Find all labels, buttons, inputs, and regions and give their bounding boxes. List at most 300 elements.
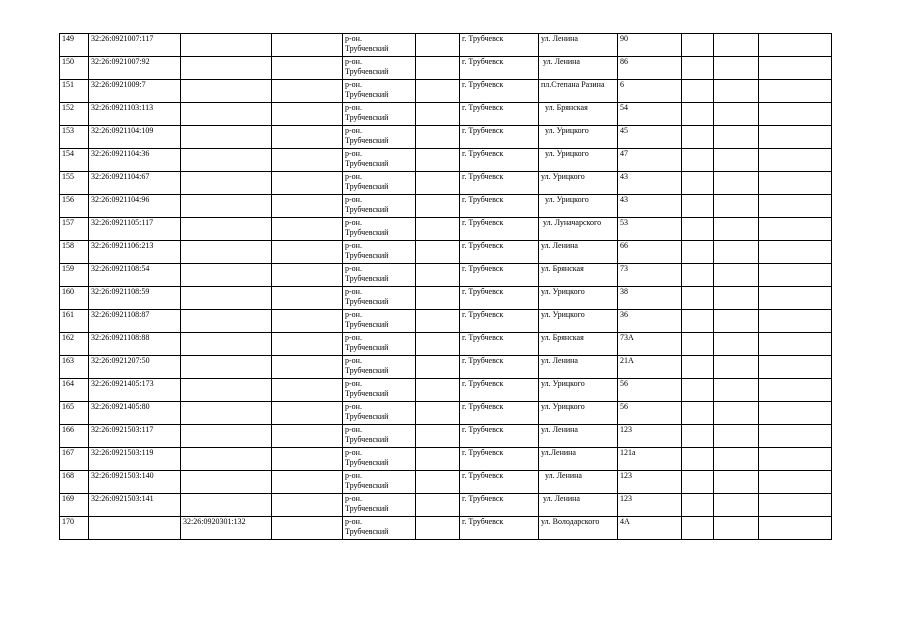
district-line-2: Трубчевский bbox=[345, 159, 389, 168]
empty-cell bbox=[272, 195, 343, 218]
empty-cell bbox=[759, 379, 832, 402]
table-row bbox=[60, 264, 832, 287]
table-row bbox=[60, 34, 832, 57]
district-line-1: р-он. bbox=[345, 218, 362, 227]
table-row bbox=[60, 195, 832, 218]
district-cell bbox=[343, 103, 416, 126]
district-cell bbox=[343, 195, 416, 218]
row-number-cell: 161 bbox=[60, 310, 89, 333]
empty-cell bbox=[682, 57, 714, 80]
table-row bbox=[60, 402, 832, 425]
district-line-1: р-он. bbox=[345, 103, 362, 112]
city-cell: г. Трубчевск bbox=[460, 57, 539, 80]
district-line-1: р-он. bbox=[345, 471, 362, 480]
empty-cell bbox=[714, 448, 759, 471]
empty-cell bbox=[272, 264, 343, 287]
house-number-cell: 54 bbox=[618, 103, 682, 126]
empty-cell bbox=[272, 471, 343, 494]
row-number-cell: 168 bbox=[60, 471, 89, 494]
city-cell: г. Трубчевск bbox=[460, 425, 539, 448]
street-cell: ул. Ленина bbox=[539, 34, 618, 57]
street-cell: ул. Луначарского bbox=[539, 218, 618, 241]
cadastral-number-cell: 32:26:0921104:96 bbox=[89, 195, 181, 218]
district-cell bbox=[343, 57, 416, 80]
district-line-2: Трубчевский bbox=[345, 412, 389, 421]
empty-cell bbox=[682, 103, 714, 126]
empty-cell bbox=[272, 448, 343, 471]
city-cell: г. Трубчевск bbox=[460, 402, 539, 425]
cadastral-number-alt-cell bbox=[181, 103, 272, 126]
registry-rows bbox=[60, 34, 832, 540]
street-cell: ул. Урицкого bbox=[539, 126, 618, 149]
empty-cell bbox=[714, 241, 759, 264]
city-cell: г. Трубчевск bbox=[460, 103, 539, 126]
house-number-cell: 123 bbox=[618, 425, 682, 448]
table-row bbox=[60, 494, 832, 517]
city-cell: г. Трубчевск bbox=[460, 172, 539, 195]
empty-cell bbox=[416, 126, 460, 149]
district-line-2: Трубчевский bbox=[345, 504, 389, 513]
street-cell: ул. Брянская bbox=[539, 264, 618, 287]
street-cell: ул. Ленина bbox=[539, 57, 618, 80]
empty-cell bbox=[759, 333, 832, 356]
house-number-cell: 6 bbox=[618, 80, 682, 103]
cadastral-number-cell: 32:26:0921105:117 bbox=[89, 218, 181, 241]
cadastral-number-cell: 32:26:0921405:80 bbox=[89, 402, 181, 425]
table-row bbox=[60, 80, 832, 103]
cadastral-number-alt-cell bbox=[181, 448, 272, 471]
empty-cell bbox=[416, 494, 460, 517]
empty-cell bbox=[759, 57, 832, 80]
district-line-2: Трубчевский bbox=[345, 205, 389, 214]
empty-cell bbox=[416, 425, 460, 448]
empty-cell bbox=[272, 103, 343, 126]
cadastral-number-cell: 32:26:0921108:59 bbox=[89, 287, 181, 310]
district-cell bbox=[343, 149, 416, 172]
city-cell: г. Трубчевск bbox=[460, 264, 539, 287]
row-number-cell: 162 bbox=[60, 333, 89, 356]
district-cell bbox=[343, 34, 416, 57]
table-row bbox=[60, 356, 832, 379]
empty-cell bbox=[714, 218, 759, 241]
empty-cell bbox=[714, 356, 759, 379]
empty-cell bbox=[682, 471, 714, 494]
cadastral-number-alt-cell bbox=[181, 34, 272, 57]
street-cell: ул. Брянская bbox=[539, 333, 618, 356]
empty-cell bbox=[714, 379, 759, 402]
city-cell: г. Трубчевск bbox=[460, 333, 539, 356]
table-row bbox=[60, 379, 832, 402]
empty-cell bbox=[682, 80, 714, 103]
cadastral-number-cell: 32:26:0921007:92 bbox=[89, 57, 181, 80]
empty-cell bbox=[682, 172, 714, 195]
empty-cell bbox=[759, 494, 832, 517]
house-number-cell: 123 bbox=[618, 471, 682, 494]
street-cell: ул. Ленина bbox=[539, 494, 618, 517]
empty-cell bbox=[714, 80, 759, 103]
district-line-2: Трубчевский bbox=[345, 90, 389, 99]
street-cell: ул. Урицкого bbox=[539, 195, 618, 218]
district-line-2: Трубчевский bbox=[345, 458, 389, 467]
district-line-2: Трубчевский bbox=[345, 228, 389, 237]
district-line-1: р-он. bbox=[345, 517, 362, 526]
district-line-2: Трубчевский bbox=[345, 182, 389, 191]
row-number-cell: 167 bbox=[60, 448, 89, 471]
table-row bbox=[60, 103, 832, 126]
cadastral-number-cell: 32:26:0921108:54 bbox=[89, 264, 181, 287]
district-cell bbox=[343, 241, 416, 264]
empty-cell bbox=[682, 517, 714, 540]
cadastral-number-cell: 32:26:0921503:119 bbox=[89, 448, 181, 471]
empty-cell bbox=[272, 218, 343, 241]
cadastral-number-cell: 32:26:0921108:87 bbox=[89, 310, 181, 333]
table-row bbox=[60, 57, 832, 80]
district-line-2: Трубчевский bbox=[345, 113, 389, 122]
row-number-cell: 170 bbox=[60, 517, 89, 540]
district-line-1: р-он. bbox=[345, 356, 362, 365]
cadastral-number-cell: 32:26:0921503:117 bbox=[89, 425, 181, 448]
district-line-1: р-он. bbox=[345, 149, 362, 158]
row-number-cell: 156 bbox=[60, 195, 89, 218]
district-line-1: р-он. bbox=[345, 310, 362, 319]
district-line-2: Трубчевский bbox=[345, 481, 389, 490]
cadastral-number-alt-cell bbox=[181, 402, 272, 425]
empty-cell bbox=[714, 34, 759, 57]
empty-cell bbox=[272, 172, 343, 195]
district-line-1: р-он. bbox=[345, 57, 362, 66]
empty-cell bbox=[759, 149, 832, 172]
street-cell: ул. Урицкого bbox=[539, 310, 618, 333]
table-row bbox=[60, 149, 832, 172]
empty-cell bbox=[272, 57, 343, 80]
city-cell: г. Трубчевск bbox=[460, 287, 539, 310]
cadastral-number-alt-cell bbox=[181, 218, 272, 241]
city-cell: г. Трубчевск bbox=[460, 310, 539, 333]
city-cell: г. Трубчевск bbox=[460, 126, 539, 149]
cadastral-number-alt-cell bbox=[181, 80, 272, 103]
district-line-2: Трубчевский bbox=[345, 527, 389, 536]
empty-cell bbox=[759, 172, 832, 195]
empty-cell bbox=[714, 402, 759, 425]
empty-cell bbox=[714, 126, 759, 149]
row-number-cell: 164 bbox=[60, 379, 89, 402]
table-row bbox=[60, 425, 832, 448]
empty-cell bbox=[682, 195, 714, 218]
empty-cell bbox=[272, 425, 343, 448]
city-cell: г. Трубчевск bbox=[460, 471, 539, 494]
city-cell: г. Трубчевск bbox=[460, 448, 539, 471]
empty-cell bbox=[272, 494, 343, 517]
empty-cell bbox=[416, 333, 460, 356]
empty-cell bbox=[714, 471, 759, 494]
row-number-cell: 160 bbox=[60, 287, 89, 310]
empty-cell bbox=[272, 402, 343, 425]
row-number-cell: 157 bbox=[60, 218, 89, 241]
city-cell: г. Трубчевск bbox=[460, 517, 539, 540]
table-row bbox=[60, 333, 832, 356]
district-cell bbox=[343, 471, 416, 494]
row-number-cell: 151 bbox=[60, 80, 89, 103]
district-cell bbox=[343, 333, 416, 356]
empty-cell bbox=[682, 241, 714, 264]
row-number-cell: 166 bbox=[60, 425, 89, 448]
empty-cell bbox=[759, 356, 832, 379]
empty-cell bbox=[416, 379, 460, 402]
empty-cell bbox=[714, 287, 759, 310]
empty-cell bbox=[759, 448, 832, 471]
district-line-2: Трубчевский bbox=[345, 251, 389, 260]
empty-cell bbox=[682, 218, 714, 241]
cadastral-number-alt-cell bbox=[181, 57, 272, 80]
district-line-1: р-он. bbox=[345, 494, 362, 503]
empty-cell bbox=[272, 34, 343, 57]
cadastral-number-cell bbox=[89, 517, 181, 540]
cadastral-number-cell: 32:26:0921106:213 bbox=[89, 241, 181, 264]
empty-cell bbox=[714, 57, 759, 80]
house-number-cell: 4А bbox=[618, 517, 682, 540]
house-number-cell: 121а bbox=[618, 448, 682, 471]
cadastral-number-cell: 32:26:0921503:141 bbox=[89, 494, 181, 517]
house-number-cell: 73 bbox=[618, 264, 682, 287]
empty-cell bbox=[759, 471, 832, 494]
house-number-cell: 73А bbox=[618, 333, 682, 356]
cadastral-number-cell: 32:26:0921108:88 bbox=[89, 333, 181, 356]
city-cell: г. Трубчевск bbox=[460, 379, 539, 402]
street-cell: пл.Степана Разина bbox=[539, 80, 618, 103]
empty-cell bbox=[682, 264, 714, 287]
house-number-cell: 43 bbox=[618, 172, 682, 195]
empty-cell bbox=[416, 80, 460, 103]
house-number-cell: 56 bbox=[618, 402, 682, 425]
table-row bbox=[60, 126, 832, 149]
cadastral-number-alt-cell bbox=[181, 471, 272, 494]
district-line-1: р-он. bbox=[345, 448, 362, 457]
table-row bbox=[60, 517, 832, 540]
house-number-cell: 36 bbox=[618, 310, 682, 333]
row-number-cell: 155 bbox=[60, 172, 89, 195]
cadastral-number-alt-cell bbox=[181, 195, 272, 218]
district-line-2: Трубчевский bbox=[345, 389, 389, 398]
row-number-cell: 163 bbox=[60, 356, 89, 379]
empty-cell bbox=[416, 34, 460, 57]
district-line-2: Трубчевский bbox=[345, 343, 389, 352]
row-number-cell: 158 bbox=[60, 241, 89, 264]
empty-cell bbox=[759, 195, 832, 218]
district-cell bbox=[343, 425, 416, 448]
district-line-1: р-он. bbox=[345, 287, 362, 296]
row-number-cell: 149 bbox=[60, 34, 89, 57]
district-line-2: Трубчевский bbox=[345, 297, 389, 306]
empty-cell bbox=[714, 333, 759, 356]
house-number-cell: 47 bbox=[618, 149, 682, 172]
district-cell bbox=[343, 448, 416, 471]
row-number-cell: 169 bbox=[60, 494, 89, 517]
district-line-2: Трубчевский bbox=[345, 274, 389, 283]
district-cell bbox=[343, 517, 416, 540]
house-number-cell: 66 bbox=[618, 241, 682, 264]
district-cell bbox=[343, 356, 416, 379]
district-line-2: Трубчевский bbox=[345, 435, 389, 444]
district-cell bbox=[343, 287, 416, 310]
street-cell: ул. Ленина bbox=[539, 356, 618, 379]
cadastral-number-alt-cell bbox=[181, 425, 272, 448]
empty-cell bbox=[714, 425, 759, 448]
street-cell: ул. Ленина bbox=[539, 241, 618, 264]
empty-cell bbox=[272, 517, 343, 540]
cadastral-number-alt-cell bbox=[181, 149, 272, 172]
empty-cell bbox=[682, 494, 714, 517]
cadastral-number-alt-cell bbox=[181, 126, 272, 149]
house-number-cell: 123 bbox=[618, 494, 682, 517]
city-cell: г. Трубчевск bbox=[460, 195, 539, 218]
table-row bbox=[60, 218, 832, 241]
street-cell: ул. Ленина bbox=[539, 425, 618, 448]
table-row bbox=[60, 448, 832, 471]
cadastral-number-cell: 32:26:0921007:117 bbox=[89, 34, 181, 57]
empty-cell bbox=[714, 264, 759, 287]
table-row bbox=[60, 172, 832, 195]
cadastral-number-cell: 32:26:0921103:113 bbox=[89, 103, 181, 126]
empty-cell bbox=[416, 241, 460, 264]
empty-cell bbox=[714, 517, 759, 540]
street-cell: ул.Ленина bbox=[539, 448, 618, 471]
district-line-1: р-он. bbox=[345, 172, 362, 181]
row-number-cell: 153 bbox=[60, 126, 89, 149]
district-cell bbox=[343, 172, 416, 195]
district-line-1: р-он. bbox=[345, 425, 362, 434]
empty-cell bbox=[416, 402, 460, 425]
cadastral-number-alt-cell bbox=[181, 494, 272, 517]
empty-cell bbox=[682, 126, 714, 149]
empty-cell bbox=[682, 448, 714, 471]
empty-cell bbox=[416, 264, 460, 287]
empty-cell bbox=[682, 287, 714, 310]
empty-cell bbox=[682, 425, 714, 448]
cadastral-number-alt-cell bbox=[181, 172, 272, 195]
district-line-1: р-он. bbox=[345, 241, 362, 250]
empty-cell bbox=[272, 287, 343, 310]
district-cell bbox=[343, 80, 416, 103]
empty-cell bbox=[272, 149, 343, 172]
empty-cell bbox=[714, 195, 759, 218]
district-line-1: р-он. bbox=[345, 34, 362, 43]
district-cell bbox=[343, 218, 416, 241]
street-cell: ул. Урицкого bbox=[539, 402, 618, 425]
empty-cell bbox=[416, 356, 460, 379]
empty-cell bbox=[759, 517, 832, 540]
cadastral-number-alt-cell bbox=[181, 264, 272, 287]
empty-cell bbox=[416, 517, 460, 540]
street-cell: ул. Ленина bbox=[539, 471, 618, 494]
cadastral-number-cell: 32:26:0921207:50 bbox=[89, 356, 181, 379]
property-registry-table bbox=[59, 33, 832, 540]
row-number-cell: 154 bbox=[60, 149, 89, 172]
district-cell bbox=[343, 126, 416, 149]
empty-cell bbox=[272, 310, 343, 333]
district-cell bbox=[343, 494, 416, 517]
cadastral-number-cell: 32:26:0921104:109 bbox=[89, 126, 181, 149]
empty-cell bbox=[682, 149, 714, 172]
empty-cell bbox=[416, 218, 460, 241]
district-line-1: р-он. bbox=[345, 333, 362, 342]
empty-cell bbox=[682, 356, 714, 379]
empty-cell bbox=[759, 103, 832, 126]
empty-cell bbox=[759, 287, 832, 310]
empty-cell bbox=[416, 103, 460, 126]
district-cell bbox=[343, 310, 416, 333]
house-number-cell: 53 bbox=[618, 218, 682, 241]
empty-cell bbox=[272, 356, 343, 379]
empty-cell bbox=[682, 333, 714, 356]
district-line-1: р-он. bbox=[345, 80, 362, 89]
district-cell bbox=[343, 402, 416, 425]
cadastral-number-cell: 32:26:0921104:67 bbox=[89, 172, 181, 195]
cadastral-number-alt-cell bbox=[181, 241, 272, 264]
empty-cell bbox=[272, 80, 343, 103]
row-number-cell: 165 bbox=[60, 402, 89, 425]
district-line-2: Трубчевский bbox=[345, 67, 389, 76]
district-line-2: Трубчевский bbox=[345, 366, 389, 375]
district-line-2: Трубчевский bbox=[345, 320, 389, 329]
empty-cell bbox=[759, 34, 832, 57]
table-row bbox=[60, 310, 832, 333]
empty-cell bbox=[759, 402, 832, 425]
empty-cell bbox=[714, 310, 759, 333]
house-number-cell: 38 bbox=[618, 287, 682, 310]
district-cell bbox=[343, 264, 416, 287]
empty-cell bbox=[272, 333, 343, 356]
empty-cell bbox=[416, 172, 460, 195]
empty-cell bbox=[759, 264, 832, 287]
city-cell: г. Трубчевск bbox=[460, 149, 539, 172]
street-cell: ул. Урицкого bbox=[539, 287, 618, 310]
district-line-1: р-он. bbox=[345, 264, 362, 273]
empty-cell bbox=[714, 172, 759, 195]
empty-cell bbox=[416, 310, 460, 333]
empty-cell bbox=[714, 149, 759, 172]
cadastral-number-alt-cell bbox=[181, 310, 272, 333]
city-cell: г. Трубчевск bbox=[460, 218, 539, 241]
cadastral-number-cell: 32:26:0921104:36 bbox=[89, 149, 181, 172]
district-cell bbox=[343, 379, 416, 402]
empty-cell bbox=[759, 310, 832, 333]
district-line-1: р-он. bbox=[345, 402, 362, 411]
empty-cell bbox=[759, 241, 832, 264]
table-row bbox=[60, 471, 832, 494]
empty-cell bbox=[682, 310, 714, 333]
empty-cell bbox=[416, 287, 460, 310]
empty-cell bbox=[714, 103, 759, 126]
house-number-cell: 56 bbox=[618, 379, 682, 402]
city-cell: г. Трубчевск bbox=[460, 494, 539, 517]
house-number-cell: 86 bbox=[618, 57, 682, 80]
cadastral-number-alt-cell: 32:26:0920301:132 bbox=[181, 517, 272, 540]
street-cell: ул. Брянская bbox=[539, 103, 618, 126]
district-line-2: Трубчевский bbox=[345, 136, 389, 145]
house-number-cell: 90 bbox=[618, 34, 682, 57]
city-cell: г. Трубчевск bbox=[460, 241, 539, 264]
empty-cell bbox=[416, 149, 460, 172]
street-cell: ул. Володарского bbox=[539, 517, 618, 540]
empty-cell bbox=[714, 494, 759, 517]
empty-cell bbox=[272, 379, 343, 402]
cadastral-number-alt-cell bbox=[181, 287, 272, 310]
city-cell: г. Трубчевск bbox=[460, 34, 539, 57]
cadastral-number-cell: 32:26:0921503:140 bbox=[89, 471, 181, 494]
house-number-cell: 45 bbox=[618, 126, 682, 149]
empty-cell bbox=[416, 448, 460, 471]
empty-cell bbox=[682, 379, 714, 402]
